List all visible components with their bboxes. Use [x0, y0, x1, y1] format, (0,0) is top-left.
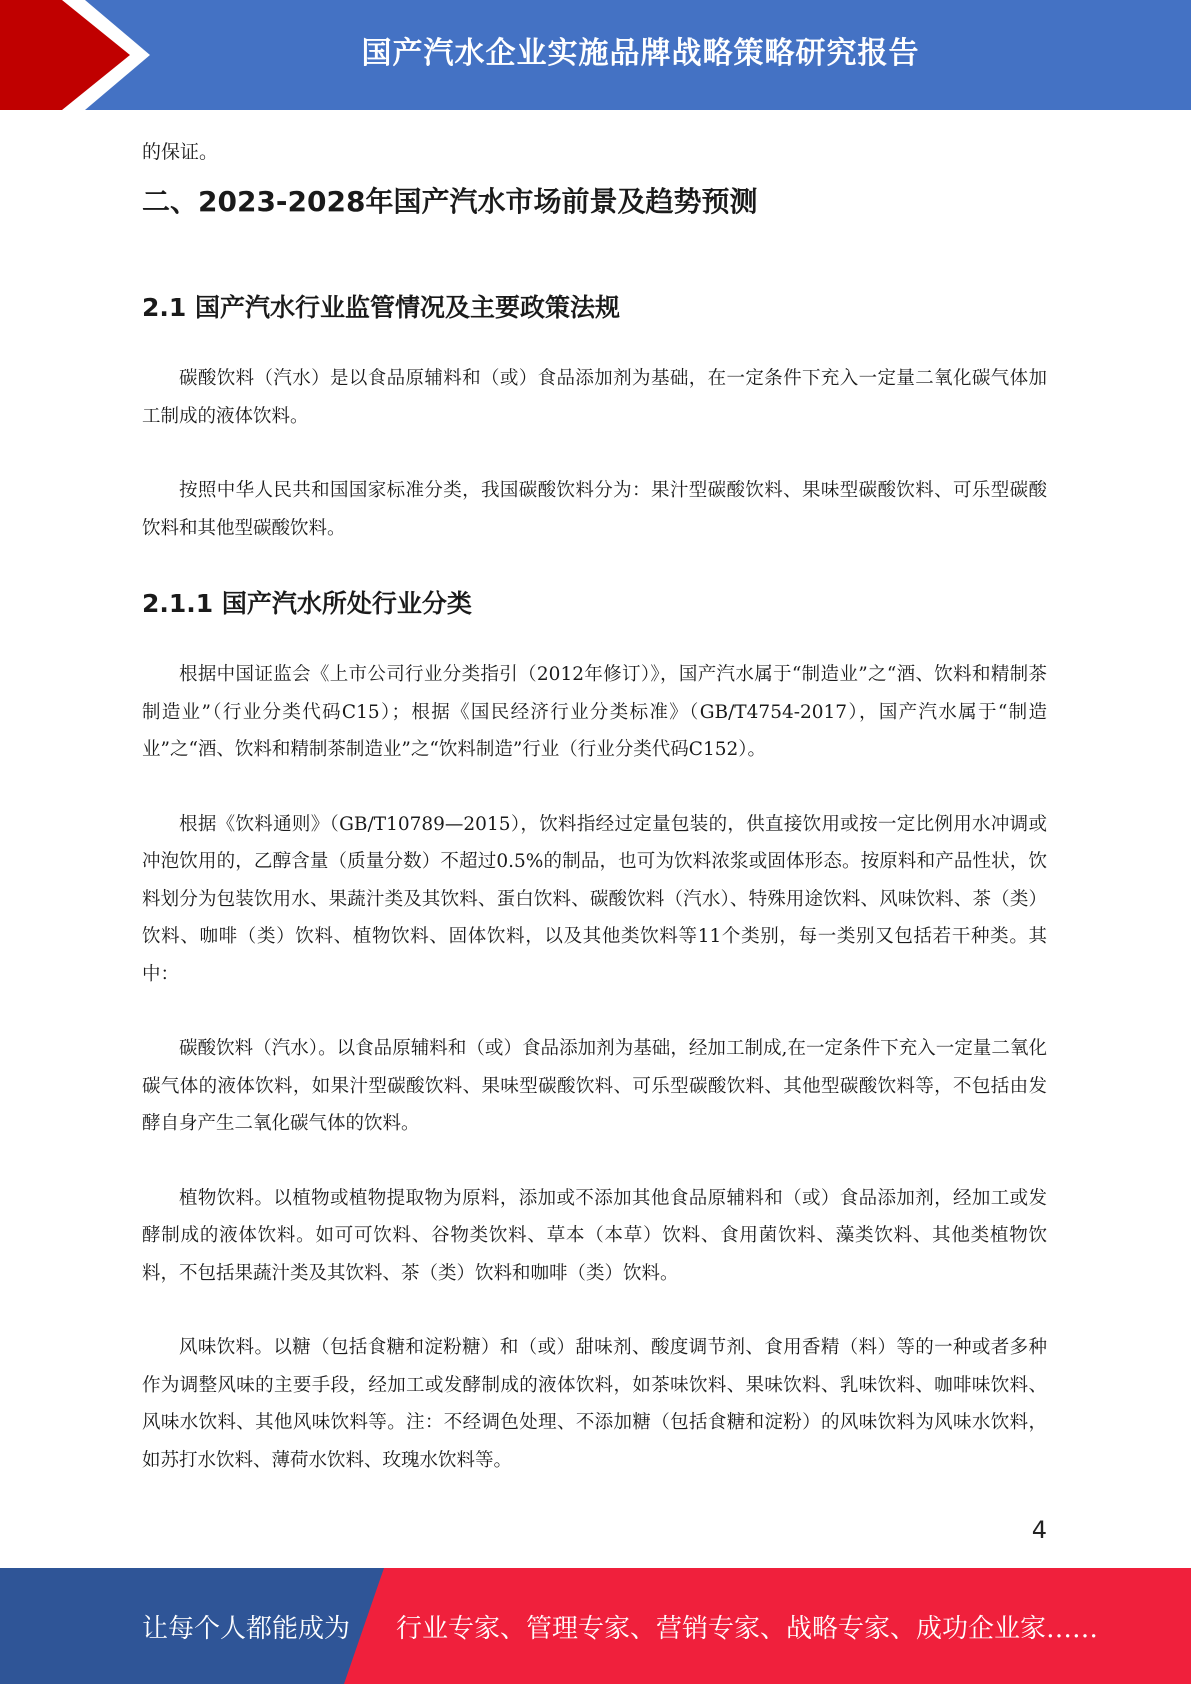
paragraph: 风味饮料。以糖（包括食糖和淀粉糖）和（或）甜味剂、酸度调节剂、食用香精（料）等的一种或者多种作为调整风味的主要手段，经加工或发酵制成的液体饮料，如茶味饮料、果味饮料、乳味饮料、咖啡味饮料、风味水饮料、其他风味饮料等。注：不经调色处理、不添加糖（包括食糖和淀粉）的风味饮料为风味水饮料，如苏打水饮料、薄荷水饮料、玫瑰水饮料等。: [142, 1337, 1047, 1471]
subsection-title-2-1: 2.1 国产汽水行业监管情况及主要政策法规: [142, 293, 620, 322]
paragraph: 碳酸饮料（汽水）。以食品原辅料和（或）食品添加剂为基础，经加工制成,在一定条件下充入一定量二氧化碳气体的液体饮料，如果汁型碳酸饮料、果味型碳酸饮料、可乐型碳酸饮料、其他型碳酸饮料等，不包括由发酵自身产生二氧化碳气体的饮料。: [142, 1038, 1047, 1134]
header-title: 国产汽水企业实施品牌战略策略研究报告: [361, 36, 920, 71]
page-header: [0, 0, 1191, 110]
footer-slogan-left: 让每个人都能成为: [142, 1613, 351, 1644]
page-footer: [0, 1568, 1191, 1684]
paragraph: 碳酸饮料（汽水）是以食品原辅料和（或）食品添加剂为基础，在一定条件下充入一定量二氧化碳气体加工制成的液体饮料。: [142, 368, 1047, 427]
page-number: 4: [1031, 1516, 1047, 1544]
continuation-text: 的保证。: [142, 141, 219, 163]
paragraph: 植物饮料。以植物或植物提取物为原料，添加或不添加其他食品原辅料和（或）食品添加剂，经加工或发酵制成的液体饮料。如可可饮料、谷物类饮料、草本（本草）饮料、食用菌饮料、藻类饮料、其他类植物饮料，不包括果蔬汁类及其饮料、茶（类）饮料和咖啡（类）饮料。: [142, 1187, 1047, 1284]
footer-slogan-right: 行业专家、管理专家、营销专家、战略专家、成功企业家……: [396, 1613, 1099, 1644]
paragraph: 根据中国证监会《上市公司行业分类指引（2012年修订）》，国产汽水属于“制造业”之“酒、饮料和精制茶制造业”（行业分类代码C15）；根据《国民经济行业分类标准》（GB/T4754-2017），国产汽水属于“制造业”之“酒、饮料和精制茶制造业”之“饮料制造”行业（行业分类代码C152）。: [142, 664, 1047, 760]
paragraph: 根据《饮料通则》（GB/T10789—2015），饮料指经过定量包装的，供直接饮用或按一定比例用水冲调或冲泡饮用的，乙醇含量（质量分数）不超过0.5%的制品，也可为饮料浓浆或固体形态。按原料和产品性状，饮料划分为包装饮用水、果蔬汁类及其饮料、蛋白饮料、碳酸饮料（汽水）、特殊用途饮料、风味饮料、茶（类）饮料、咖啡（类）饮料、植物饮料、固体饮料，以及其他类饮料等11个类别，每一类别又包括若干种类。其中：: [142, 813, 1047, 985]
paragraph: 按照中华人民共和国国家标准分类，我国碳酸饮料分为：果汁型碳酸饮料、果味型碳酸饮料、可乐型碳酸饮料和其他型碳酸饮料。: [142, 480, 1047, 539]
section-title: 二、2023-2028年国产汽水市场前景及趋势预测: [142, 185, 758, 218]
document-body: [142, 132, 1047, 1516]
subsection-title-2-1-1: 2.1.1 国产汽水所处行业分类: [142, 589, 472, 618]
